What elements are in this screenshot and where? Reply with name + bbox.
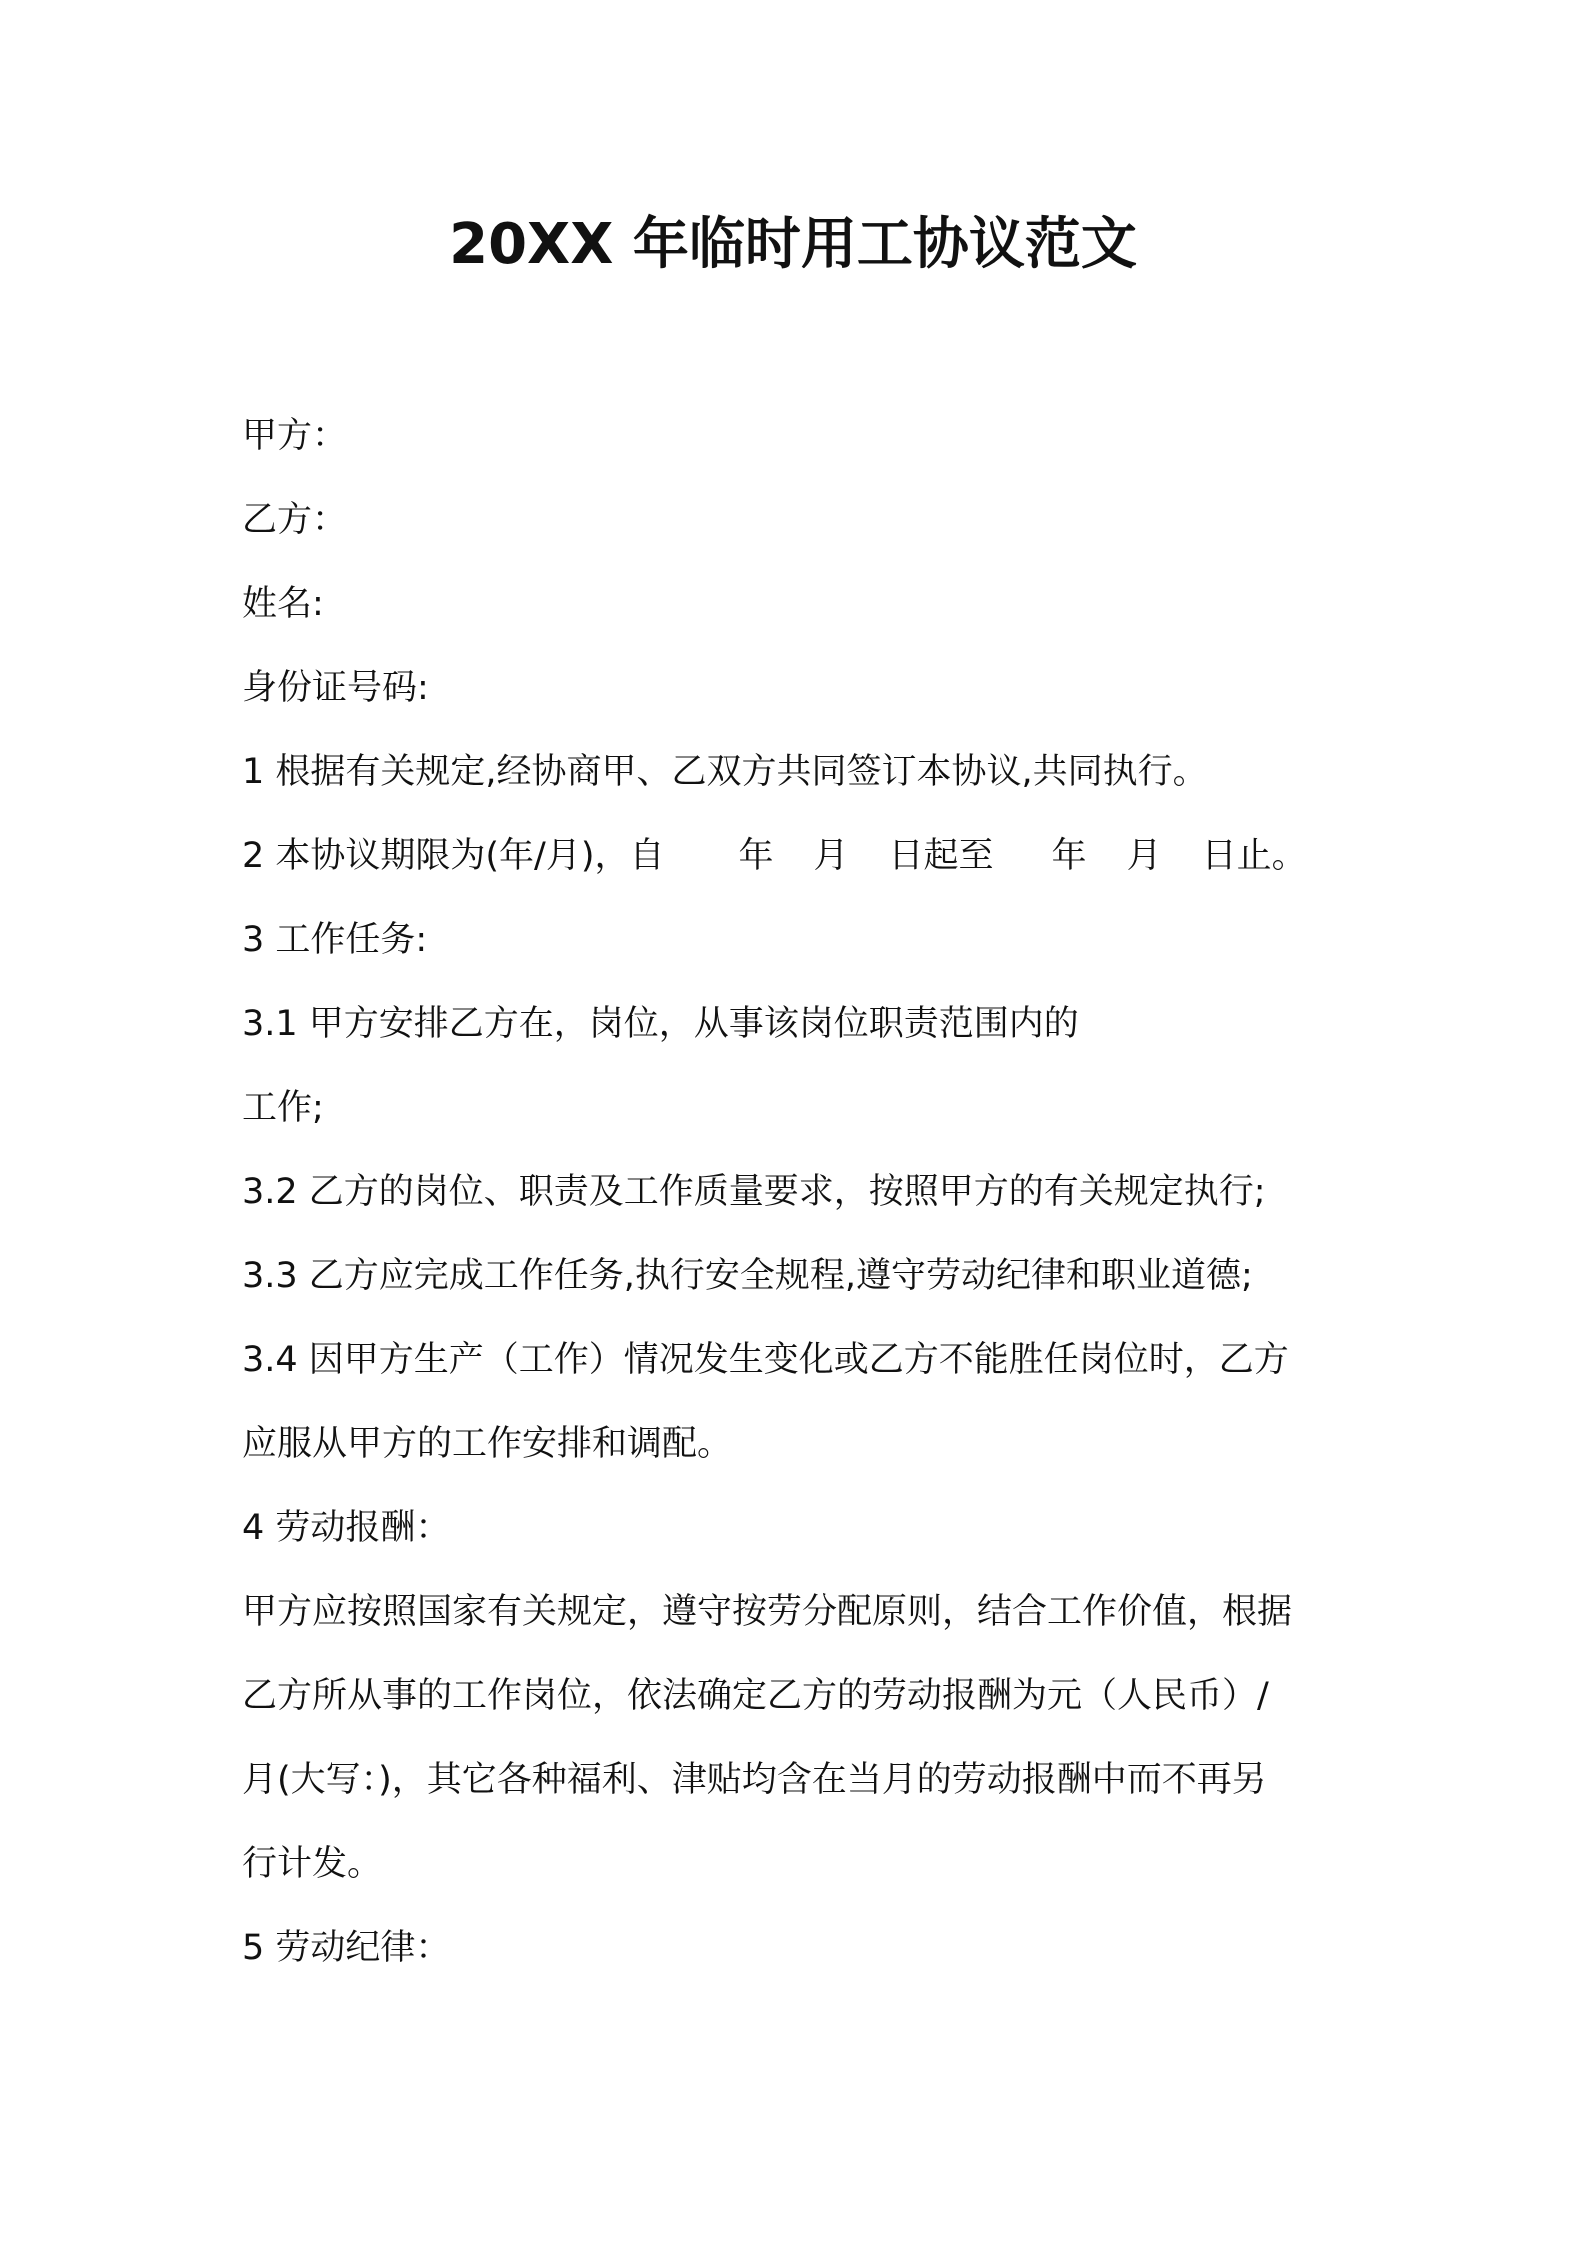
- clause-4-body-4: 行计发。: [242, 1844, 383, 1884]
- clause-3-2: 3.2 乙方的岗位、职责及工作质量要求，按照甲方的有关规定执行;: [242, 1172, 1266, 1212]
- clause-2-term: [242, 832, 1307, 880]
- clause-5-heading: 5 劳动纪律：: [242, 1928, 451, 1968]
- clause-4-body-3: 月(大写：)，其它各种福利、津贴均含在当月的劳动报酬中而不再另: [242, 1760, 1267, 1800]
- document-title: 20XX 年临时用工协议范文: [449, 212, 1137, 277]
- term-year-start: 年: [738, 836, 774, 876]
- clause-3-4-cont: 应服从甲方的工作安排和调配。: [242, 1424, 733, 1464]
- id-number-line: 身份证号码:: [242, 668, 429, 708]
- term-month-start: 月: [813, 836, 849, 876]
- party-a-line: 甲方：: [242, 416, 348, 456]
- party-b-line: 乙方：: [242, 500, 348, 540]
- clause-3-heading: 3 工作任务:: [242, 920, 428, 960]
- term-day-start: 日起至: [888, 836, 994, 876]
- term-year-end: 年: [1051, 836, 1087, 876]
- clause-3-1: 3.1 甲方安排乙方在，岗位，从事该岗位职责范围内的: [242, 1004, 1079, 1044]
- clause-4-body-1: 甲方应按照国家有关规定，遵守按劳分配原则，结合工作价值，根据: [242, 1592, 1293, 1632]
- clause-1: 1 根据有关规定,经协商甲、乙双方共同签订本协议,共同执行。: [242, 752, 1208, 792]
- term-prefix: 2 本协议期限为(年/月)，自: [242, 836, 665, 876]
- clause-3-4: 3.4 因甲方生产（工作）情况发生变化或乙方不能胜任岗位时，乙方: [242, 1340, 1289, 1380]
- clause-3-1-cont: 工作;: [242, 1088, 324, 1128]
- clause-4-heading: 4 劳动报酬：: [242, 1508, 451, 1548]
- term-day-end: 日止。: [1201, 836, 1307, 876]
- clause-4-body-2: 乙方所从事的工作岗位，依法确定乙方的劳动报酬为元（人民币）/: [242, 1676, 1269, 1716]
- term-month-end: 月: [1126, 836, 1162, 876]
- clause-3-3: 3.3 乙方应完成工作任务,执行安全规程,遵守劳动纪律和职业道德;: [242, 1256, 1253, 1296]
- name-line: 姓名:: [242, 584, 324, 624]
